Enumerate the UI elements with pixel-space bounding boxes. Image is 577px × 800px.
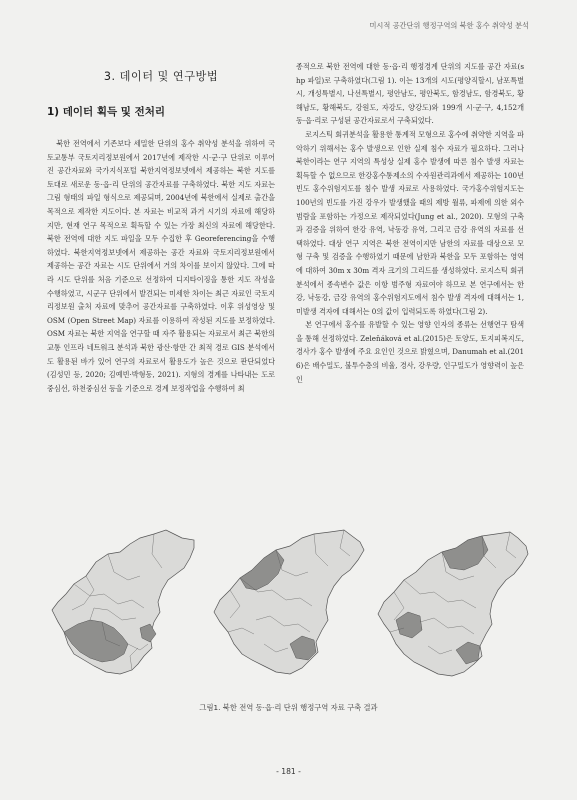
body-paragraph: 북한 전역에서 기존보다 세밀한 단위의 홍수 취약성 분석을 위하여 국토교통부 국토지리정보원에서 2017년에 제작한 시·군·구 단위로 이루어진 공간자료와 국가지식포털 북한지역정보넷에서 제공하는 북한 지도를 토대로 새로운 동·읍·리 단위의 공간자료를 구축하였다. 북한 지도 자료는 그림 형태의 파일 형식으로 제공되며, 2004년에 북한에서 실제로 출간을 목적으로 제작한 지도이다. 본 자료는 비교적 과거 시기의 자료에 해당하지만, 현재 연구 목적으로 획득할 수 있는 가장 최신의 자료에 해당한다. 북한 전역에 대한 지도 파일을 모두 수집한 후 Georeferencing을 수행하였다. 북한지역정보넷에서 제공하는 공간 자료와 국토지리정보원에서 제공하는 공간 자료는 시도 단위에서 거의 차이를 보이지 않았다. 그에 따라 시도 단위를 처음 기준으로 선정하여 디지타이징을 통한 지도 작성을 수행하였고, 시군구 단위에서 발견되는 미세한 차이는 최근 자료인 국토지리정보원 출처 자료에 맞추어 공간자료를 구축하였다. 이후 위성영상 및 OSM (Open Street Map) 자료를 이용하여 작성된 지도를 보정하였다. OSM 자료는 북한 지역을 연구할 때 자주 활용되는 자료로서 최근 북한의 교통 인프라 네트워크 분석과 북한 광산·항만 간 최적 경로 GIS 분석에서도 활용된 바가 있어 연구의 자료로서 활용도가 높은 것으로 판단되었다(김성민 등, 2020; 김예빈·박형동, 2021). 지형의 경계를 나타내는 도로중심선, 하천중심선 등을 기준으로 경계 보정작업을 수행하여 최 xyxy=(47,139,275,393)
section-title: 3. 데이터 및 연구방법 xyxy=(103,70,219,83)
subsection-title: 1) 데이터 획득 및 전처리 xyxy=(47,106,166,118)
map-panel-2 xyxy=(214,530,364,674)
figure-maps xyxy=(44,524,534,689)
body-paragraph: 본 연구에서 홍수를 유발할 수 있는 영향 인자의 종류는 선행연구 탐색을 통해 선정하였다. Zeleňáková et al.(2015)은 토양도, 토지피복지도, 경사가 홍수 발생에 주요 요인인 것으로 밝혔으며, Danumah et al.(2016)은 배수밀도, 불투수층의 비율, 경사, 강우량, 인구밀도가 영향력이 높은 인 xyxy=(296,320,524,384)
body-paragraph: 종적으로 북한 전역에 대한 동·읍·리 행정경계 단위의 지도를 공간 자료(shp 파일)로 구축하였다(그림 1). 이는 13개의 시도(평양직할시, 남포특별시, 개성특별시, 나선특별시, 평안남도, 평안북도, 함경남도, 함경북도, 황해남도, 황해북도, 강원도, 자강도, 양강도)와 199개 시·군·구, 4,152개 동·읍·리로 구성된 공간자료로서 구축되었다. xyxy=(296,62,524,126)
running-head: 미시적 공간단위 행정구역의 북한 홍수 취약성 분석 xyxy=(369,21,529,30)
right-column xyxy=(296,60,524,386)
map-land xyxy=(214,530,364,674)
map-panel-1 xyxy=(52,530,194,674)
page-number: - 181 - xyxy=(276,767,301,776)
left-column xyxy=(47,62,275,395)
map-panel-3 xyxy=(378,532,528,676)
figure-caption: 그림1. 북한 전역 동·읍·리 단위 행정구역 자료 구축 결과 xyxy=(199,703,378,712)
body-paragraph: 로지스틱 회귀분석을 활용한 통계적 모형으로 홍수에 취약한 지역을 파악하기 위해서는 홍수 발생으로 인한 실제 침수 자료가 필요하다. 그러나 북한이라는 연구 지역의 특성상 실제 홍수 발생에 따른 침수 발생 자료는 획득할 수 없으므로 한강홍수통제소의 수자원관리과에서 제공하는 100년 빈도 홍수위험지도를 침수 발생 자료로 사용하였다. 국가홍수위험지도는 100년의 빈도를 가진 강우가 발생했을 때의 제방 월류, 파제에 의한 외수범람을 포함하는 가정으로 제작되었다(Jung et al., 2020). 모형의 구축과 검증을 위하여 한강 유역, 낙동강 유역, 그리고 금강 유역의 자료를 선택하였다. 대상 연구 지역은 북한 전역이지만 남한의 자료를 대상으로 모형 구축 및 검증을 수행하였기 때문에 남한과 북한을 모두 포함하는 영역에 대하여 30m x 30m 격자 크기의 그리드를 생성하였다. 로지스틱 회귀분석에서 종속변수 값은 이항 범주형 자료여야 하므로 본 연구에서는 한강, 낙동강, 금강 유역의 홍수위험지도에서 침수 발생 격자에 대해서는 1, 미발생 격자에 대해서는 0의 값이 입력되도록 하였다(그림 2). xyxy=(296,129,524,316)
north-korea-admin-maps xyxy=(44,524,534,689)
